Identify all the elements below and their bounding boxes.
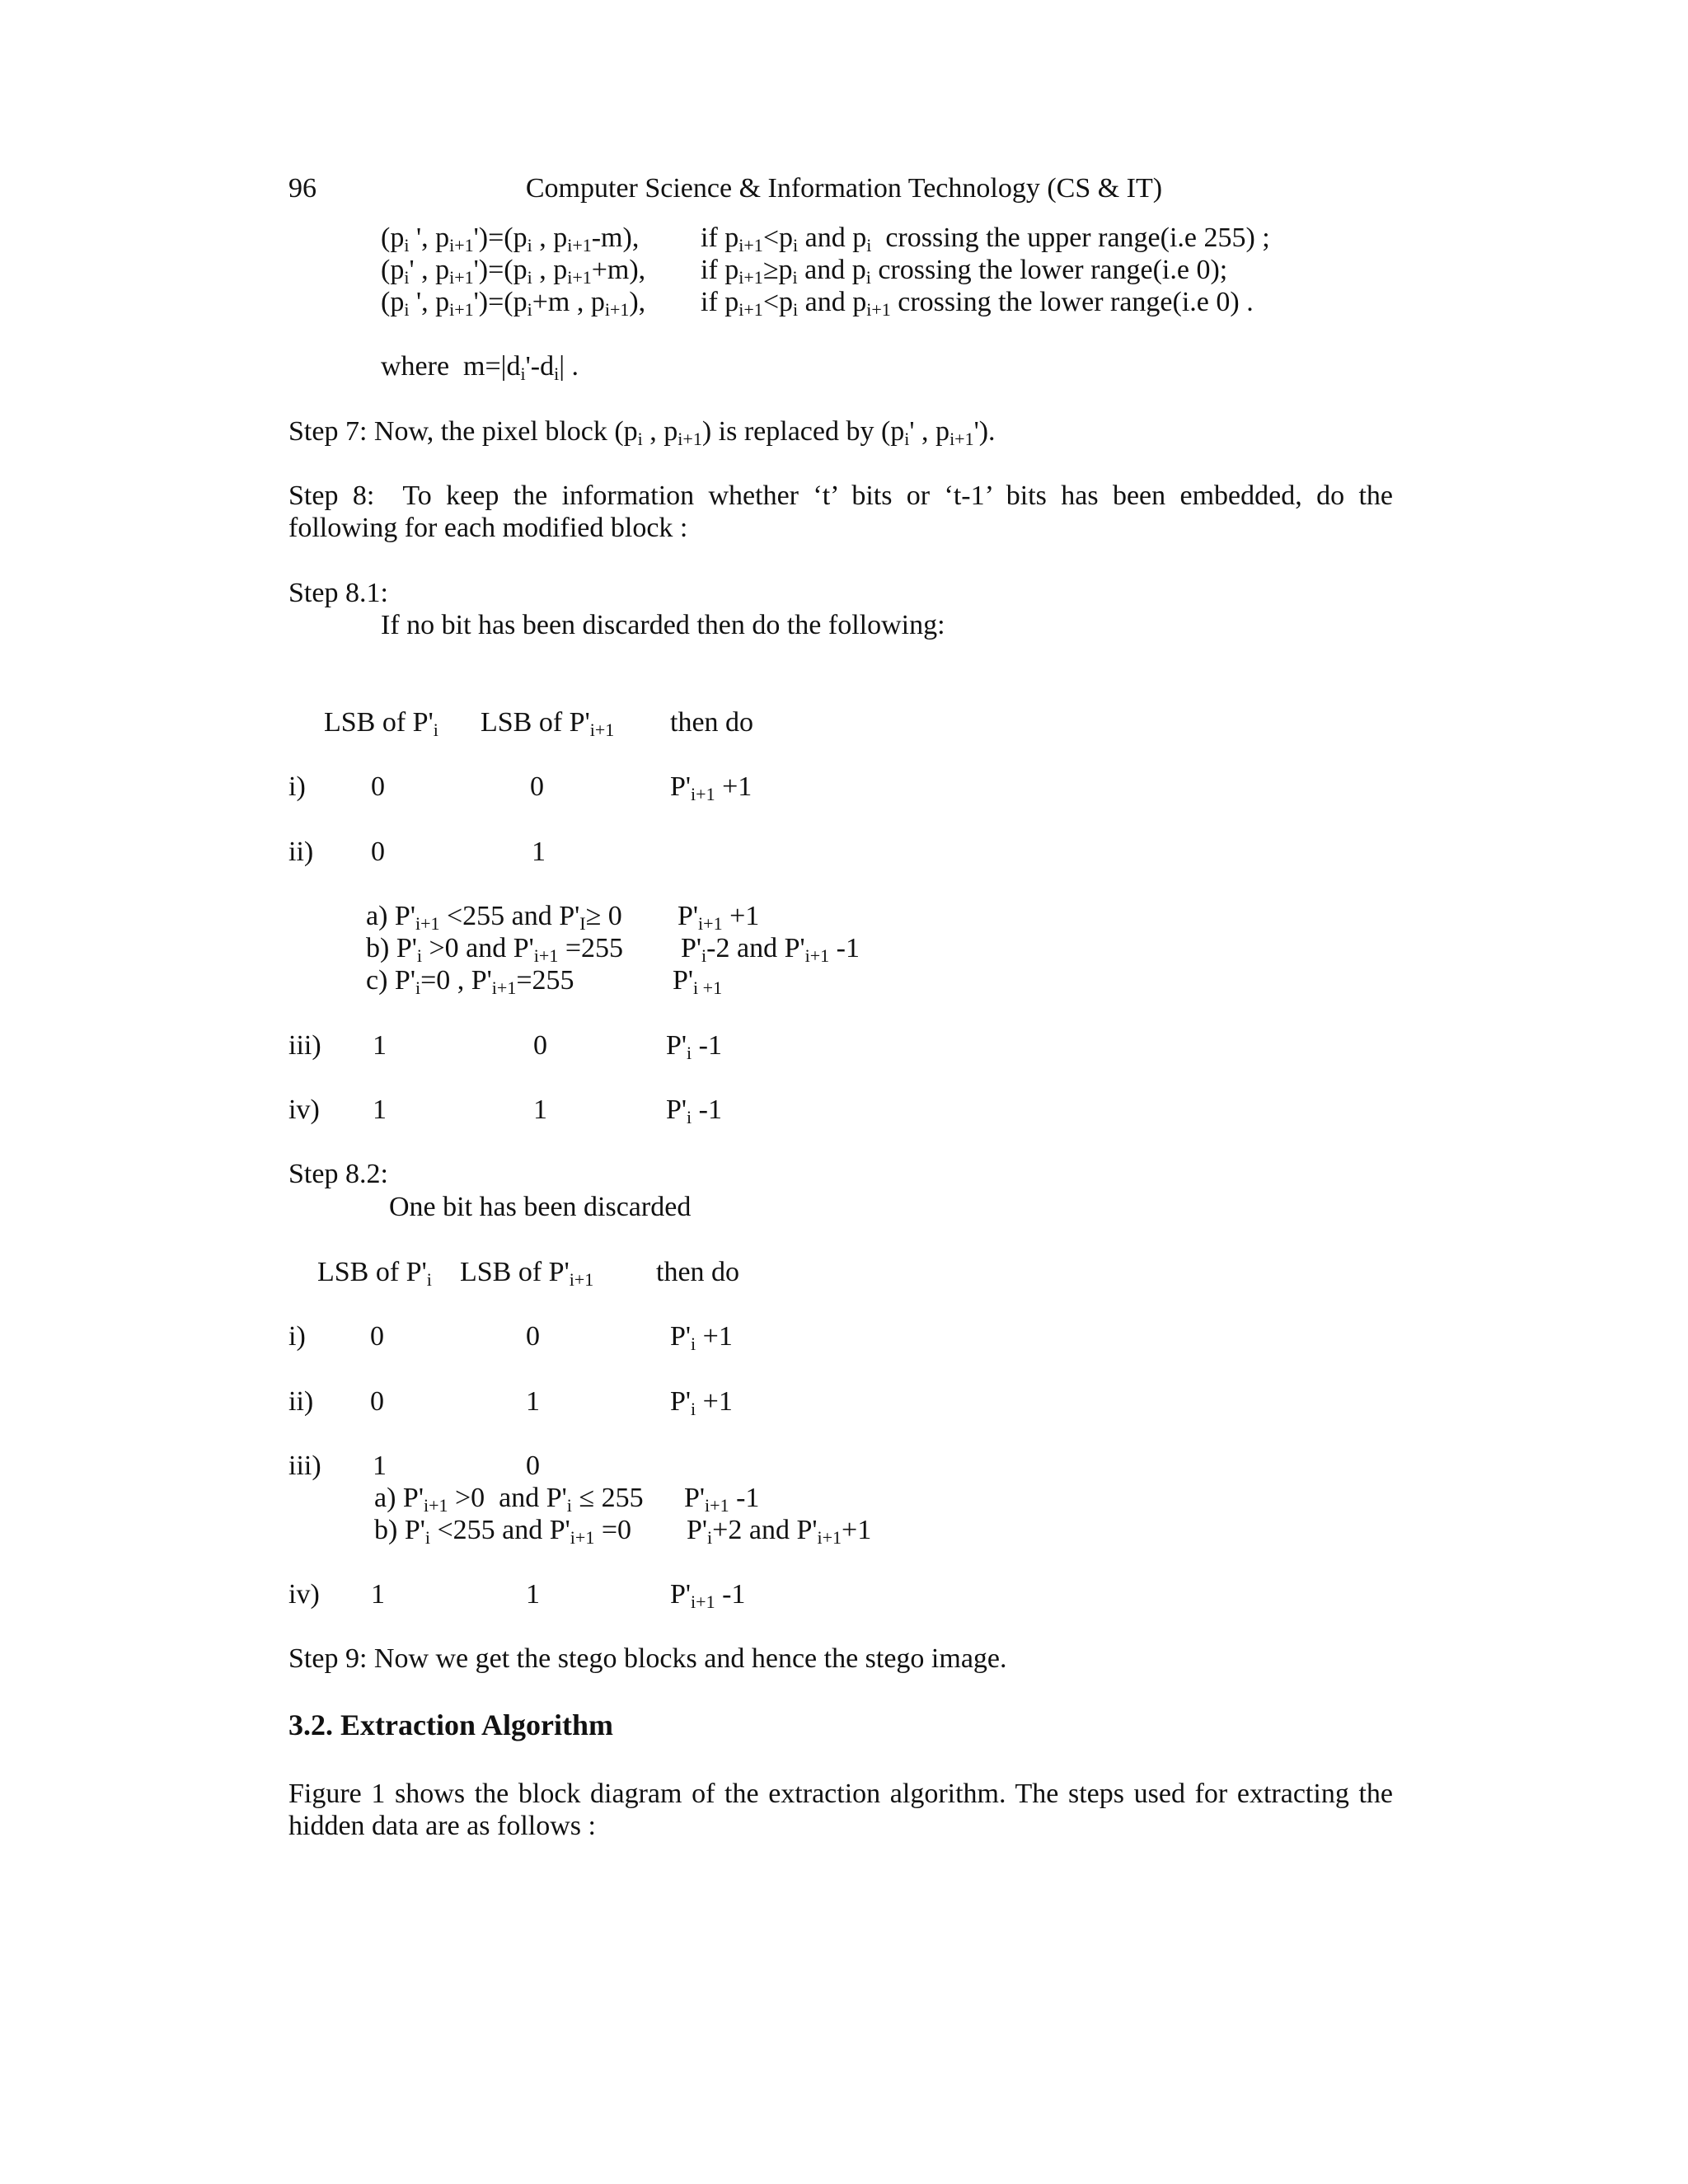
table2-header-lsb-pi1: LSB of $P'_{i+1}$	[460, 1257, 594, 1290]
table2-row-num: iii)	[288, 1451, 321, 1481]
table1-cell: 0	[530, 771, 544, 802]
table1-subcase-action: $P'_{i+1} +1$	[678, 901, 760, 934]
table1-header-lsb-pi: LSB of $P'_i$	[324, 707, 438, 740]
table1-action: $P'_i$ -1	[666, 1094, 722, 1127]
section-paragraph-line1: Figure 1 shows the block diagram of the extraction algorithm. The steps used for extracting the	[288, 1779, 1393, 1809]
step81-title: Step 8.1:	[288, 578, 388, 608]
table2-header-action: then do	[656, 1257, 740, 1287]
equation-condition: if $p_{i+1}\ge p_i$ and $p_i$ crossing the lower range(i.e 0);	[701, 255, 1228, 288]
page-number: 96	[288, 173, 316, 204]
running-header: Computer Science & Information Technology (CS & IT)	[525, 173, 1163, 204]
table2-row-num: iv)	[288, 1579, 320, 1610]
table1-header-action: then do	[670, 707, 754, 738]
table2-cell: 0	[370, 1321, 384, 1352]
table1-cell: 0	[533, 1030, 547, 1061]
table1-cell: 0	[371, 771, 385, 802]
table2-row-num: ii)	[288, 1386, 314, 1417]
table1-row-num: iv)	[288, 1094, 320, 1125]
step7-text: Step 7: Now, the pixel block ($p_i$ , $p_{i+1}$) is replaced by ($p_i'$ , $p_{i+1}'$).	[288, 416, 996, 449]
table2-cell: 1	[373, 1451, 387, 1481]
table2-action: $P'_i +1$	[670, 1321, 733, 1354]
section-heading: 3.2. Extraction Algorithm	[288, 1708, 613, 1741]
table1-subcase-cond: b) $P'_i >0$ and $P'_{i+1} =255$	[366, 933, 624, 966]
table1-row-num: i)	[288, 771, 306, 802]
equation-lhs: ($p_i'$ , $p_{i+1}')=(p_i$ , $p_{i+1}+m$),	[381, 255, 646, 288]
table2-row-num: i)	[288, 1321, 306, 1352]
table1-subcase-action: $P'_{i +1}$	[673, 965, 723, 998]
table2-cell: 1	[526, 1579, 540, 1610]
table2-cell: 0	[526, 1321, 540, 1352]
table2-action: $P'_i +1$	[670, 1386, 733, 1419]
table2-cell: 1	[371, 1579, 385, 1610]
equation-lhs: ($p_i$ ', $p_{i+1}')=(p_i$ , $p_{i+1}-m$),	[381, 223, 640, 255]
step9-text: Step 9: Now we get the stego blocks and hence the stego image.	[288, 1643, 1007, 1674]
table1-cell: 0	[371, 837, 385, 867]
table1-cell: 1	[373, 1030, 387, 1061]
table2-cell: 0	[370, 1386, 384, 1417]
step81-subtitle: If no bit has been discarded then do the following:	[381, 610, 945, 640]
table2-cell: 0	[526, 1451, 540, 1481]
table1-row-num: ii)	[288, 837, 314, 867]
table1-subcase-action: $P'_i-2$ and $P'_{i+1}$ -1	[681, 933, 860, 966]
table1-row-num: iii)	[288, 1030, 321, 1061]
step82-subtitle: One bit has been discarded	[389, 1192, 692, 1222]
equation-lhs: ($p_i$ ', $p_{i+1}')=(p_i+m$ , $p_{i+1}$),	[381, 287, 646, 320]
where-clause: where $m=|d_i'-d_i|$ .	[381, 351, 579, 384]
table1-subcase-cond: c) $P'_i=0$ , $P'_{i+1}=255$	[366, 965, 574, 998]
step82-title: Step 8.2:	[288, 1159, 388, 1189]
step8-line1: Step 8: To keep the information whether ‘t’ bits or ‘t-1’ bits has been embedded, do the	[288, 480, 1393, 511]
table2-subcase-action: $P'_{i+1}$ -1	[684, 1483, 760, 1516]
table2-cell: 1	[526, 1386, 540, 1417]
table1-subcase-cond: a) $P'_{i+1} <255$ and $P'_I\ge 0$	[366, 901, 622, 934]
table1-cell: 1	[533, 1094, 547, 1125]
table1-header-lsb-pi1: LSB of $P'_{i+1}$	[481, 707, 615, 740]
equation-condition: if $p_{i+1}<p_i$ and $p_i$ crossing the upper range(i.e 255) ;	[701, 223, 1270, 255]
table1-action: $P'_i$ -1	[666, 1030, 722, 1063]
step8-line2: following for each modified block :	[288, 513, 688, 543]
table1-cell: 1	[532, 837, 546, 867]
table1-cell: 1	[373, 1094, 387, 1125]
table2-header-lsb-pi: LSB of $P'_i$	[317, 1257, 432, 1290]
equation-condition: if $p_{i+1}<p_i$ and $p_{i+1}$ crossing the lower range(i.e 0) .	[701, 287, 1254, 320]
table2-subcase-cond: a) $P'_{i+1} >0$ and $P'_i \le 255$	[374, 1483, 644, 1516]
table1-action: $P'_{i+1} +1$	[670, 771, 753, 804]
section-paragraph-line2: hidden data are as follows :	[288, 1811, 596, 1841]
table2-action: $P'_{i+1}$ -1	[670, 1579, 746, 1612]
table2-subcase-cond: b) $P'_i <255$ and $P'_{i+1} =0$	[374, 1515, 632, 1548]
table2-subcase-action: $P'_i+2$ and $P'_{i+1}+1$	[687, 1515, 872, 1548]
